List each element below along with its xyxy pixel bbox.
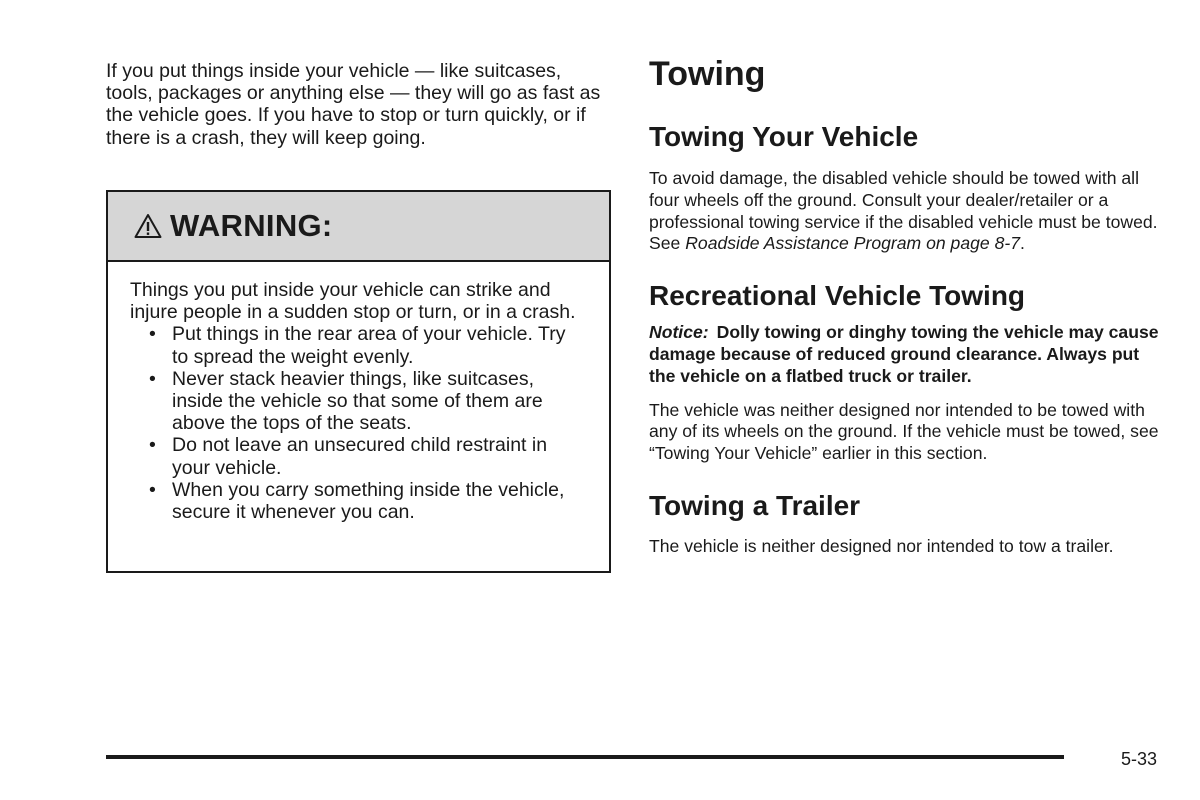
warning-text: Things you put inside your vehicle can strike and injure people in a sudden stop or turn, or in a crash. <box>130 279 576 324</box>
warning-title: WARNING: <box>170 208 333 243</box>
bullet: • <box>149 478 156 501</box>
heading-towing-a-trailer: Towing a Trailer <box>649 489 861 521</box>
heading-recreational-vehicle-towing: Recreational Vehicle Towing <box>649 280 1026 312</box>
warning-list-item <box>149 323 587 367</box>
warning-body <box>108 262 609 523</box>
towing-your-vehicle-body: To avoid damage, the disabled vehicle should be towed with all four wheels off the ground. Consult your dealer/retailer or a professional towing service if the disabled vehicle must be towed. See <box>649 168 1158 254</box>
warning-list-item <box>149 368 587 435</box>
notice-text: Dolly towing or dinghy towing the vehicle may cause damage because of reduced ground clearance. Always put the vehicle on a flatbed truck or trailer. <box>649 322 1159 386</box>
cross-reference: Roadside Assistance Program on page 8-7 <box>685 233 1020 254</box>
bullet: • <box>149 323 156 346</box>
notice-label: Notice: <box>649 322 709 343</box>
bullet: • <box>149 434 156 457</box>
warning-list-item-text: Put things in the rear area of your vehicle. Try to spread the weight evenly. <box>172 323 566 368</box>
towing-trailer-text: The vehicle is neither designed nor intended to tow a trailer. <box>649 535 1114 556</box>
warning-list-item-text: Do not leave an unsecured child restraint in your vehicle. <box>172 434 548 479</box>
intro-paragraph: If you put things inside your vehicle — like suitcases, tools, packages or anything else — they will go as fast as the vehicle goes. If you have to stop or turn quickly, or if there is a crash, they will keep going. <box>106 60 601 149</box>
heading-towing-your-vehicle: Towing Your Vehicle <box>649 121 919 152</box>
notice-paragraph <box>649 322 1164 387</box>
warning-list-item <box>149 434 587 478</box>
page-number: 5-33 <box>1120 749 1157 769</box>
warning-triangle-icon <box>134 213 162 239</box>
recreational-towing-text: The vehicle was neither designed nor intended to be towed with any of its wheels on the ground. If the vehicle must be towed, see “Towing Your Vehicle” earlier in this section. <box>649 399 1159 464</box>
warning-box <box>106 190 611 573</box>
warning-list-item <box>149 479 587 523</box>
warning-list <box>130 323 587 523</box>
warning-list-item-text: Never stack heavier things, like suitcases, inside the vehicle so that some of them are above the tops of the seats. <box>172 367 543 435</box>
warning-list-item-text: When you carry something inside the vehicle, secure it whenever you can. <box>172 478 565 524</box>
left-column <box>106 60 611 149</box>
footer-rule <box>106 755 1064 759</box>
sentence-end: . <box>1020 233 1025 254</box>
bullet: • <box>149 367 156 390</box>
section-title: Towing <box>649 55 766 93</box>
towing-your-vehicle-text <box>649 168 1164 255</box>
warning-header <box>108 192 609 262</box>
right-column <box>649 52 1164 558</box>
